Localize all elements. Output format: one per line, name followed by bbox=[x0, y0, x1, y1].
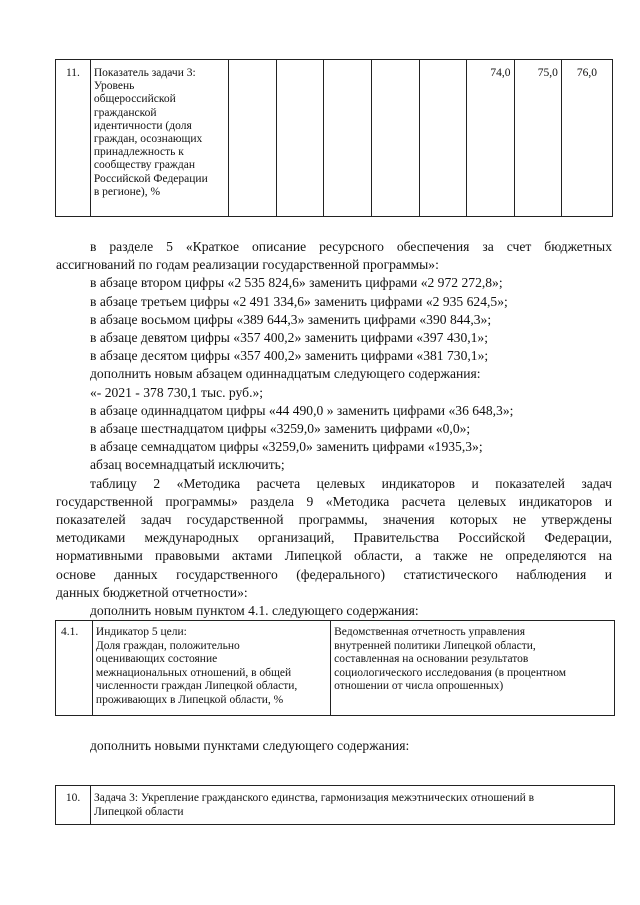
cell-line: Липецкой области bbox=[94, 806, 184, 818]
desc-line: Российской Федерации bbox=[93, 172, 208, 185]
cell-line: Индикатор 5 цели: bbox=[95, 626, 187, 638]
paragraph-line: в абзаце шестнадцатом цифры «3259,0» заменить цифрами «0,0»; bbox=[90, 421, 471, 437]
cell-line: численности граждан Липецкой области, bbox=[95, 680, 298, 692]
paragraph-line: в абзаце десятом цифры «357 400,2» заменить цифрами «381 730,1»; bbox=[90, 348, 489, 364]
table-row bbox=[56, 621, 615, 716]
row-number: 10. bbox=[56, 786, 91, 825]
empty-cell bbox=[419, 60, 467, 217]
cell-line: отношении от числа опрошенных) bbox=[334, 680, 504, 692]
empty-cell bbox=[324, 60, 372, 217]
paragraph-line: государственной программы» раздела 9 «Методика расчета целевых индикаторов и bbox=[56, 493, 612, 509]
desc-line: принадлежность к bbox=[93, 146, 184, 159]
paragraph-line: таблицу 2 «Методика расчета целевых индикаторов и показателей задач bbox=[90, 475, 612, 491]
indicator-cell bbox=[92, 621, 330, 716]
table-row bbox=[56, 786, 615, 825]
cell-line: составленная на основании результатов bbox=[334, 653, 529, 665]
desc-line: идентичности (доля bbox=[93, 119, 192, 132]
paragraph-line: дополнить новым пунктом 4.1. следующего содержания: bbox=[90, 603, 419, 619]
value-cell: 76,0 bbox=[561, 60, 612, 217]
cell-line: оценивающих состояние bbox=[95, 653, 218, 665]
source-cell bbox=[331, 621, 615, 716]
desc-line: Уровень bbox=[93, 80, 135, 93]
empty-cell bbox=[228, 60, 276, 217]
row-number: 11. bbox=[56, 60, 91, 217]
paragraph-line: в абзаце втором цифры «2 535 824,6» заменить цифрами «2 972 272,8»; bbox=[90, 275, 503, 291]
desc-line: общероссийской bbox=[93, 93, 176, 106]
empty-cell bbox=[371, 60, 419, 217]
paragraph-line: нормативными правовыми актами Липецкой области, а также не определяются на bbox=[56, 548, 612, 564]
cell-line: Ведомственная отчетность управления bbox=[334, 626, 526, 638]
paragraph-line: основе данных государственного (федерального) статистического наблюдения и bbox=[56, 566, 612, 582]
paragraph-line: показателей задач государственной программы, значения которых не утверждены bbox=[56, 512, 612, 528]
cell-line: межнациональных отношений, в общей bbox=[95, 666, 292, 679]
desc-line: сообществу граждан bbox=[93, 159, 195, 172]
paragraph-line: дополнить новым абзацем одиннадцатым следующего содержания: bbox=[90, 366, 481, 382]
paragraph-line: данных бюджетной отчетности»: bbox=[56, 584, 248, 600]
value-cell: 75,0 bbox=[514, 60, 561, 217]
cell-line: Задача 3: Укрепление гражданского единства, гармонизация межэтнических отношений в bbox=[94, 792, 535, 804]
paragraph-line: в разделе 5 «Краткое описание ресурсного обеспечения за счет бюджетных bbox=[90, 239, 612, 254]
indicator-table bbox=[55, 59, 613, 217]
row-number: 4.1. bbox=[56, 621, 93, 716]
table-row bbox=[56, 60, 613, 217]
cell-line: Доля граждан, положительно bbox=[95, 639, 240, 652]
body-text bbox=[56, 238, 612, 620]
empty-cell bbox=[276, 60, 324, 217]
paragraph-line: методиками международных организаций, Правительства Российской Федерации, bbox=[56, 530, 612, 546]
paragraph-line: в абзаце третьем цифры «2 491 334,6» заменить цифрами «2 935 624,5»; bbox=[90, 293, 508, 309]
paragraph-line: в абзаце семнадцатом цифры «3259,0» заменить цифрами «1935,3»; bbox=[90, 439, 483, 455]
paragraph-line: в абзаце восьмом цифры «389 644,3» заменить цифрами «390 844,3»; bbox=[90, 311, 492, 327]
desc-line: в регионе), % bbox=[93, 185, 161, 198]
desc-line: гражданской bbox=[93, 106, 157, 119]
paragraph-line: в абзаце девятом цифры «357 400,2» заменить цифрами «397 430,1»; bbox=[90, 330, 489, 346]
value-cell: 74,0 bbox=[467, 60, 514, 217]
cell-line: проживающих в Липецкой области, % bbox=[95, 693, 284, 706]
paragraph-line: «- 2021 - 378 730,1 тыс. руб.»; bbox=[90, 384, 264, 400]
paragraph-line: дополнить новыми пунктами следующего содержания: bbox=[90, 738, 410, 753]
paragraph-line: ассигнований по годам реализации государственной программы»: bbox=[56, 257, 439, 273]
cell-line: внутренней политики Липецкой области, bbox=[334, 639, 536, 652]
desc-line: граждан, осознающих bbox=[93, 133, 203, 146]
indicator-description bbox=[90, 60, 228, 217]
methodology-table bbox=[55, 620, 615, 716]
task-table bbox=[55, 785, 615, 825]
paragraph-line: в абзаце одиннадцатом цифры «44 490,0 » заменить цифрами «36 648,3»; bbox=[90, 402, 514, 418]
task-cell bbox=[91, 786, 615, 825]
cell-line: социологического исследования (в процентном bbox=[334, 666, 567, 679]
paragraph-line: абзац восемнадцатый исключить; bbox=[90, 457, 285, 473]
desc-line: Показатель задачи 3: bbox=[93, 67, 196, 79]
